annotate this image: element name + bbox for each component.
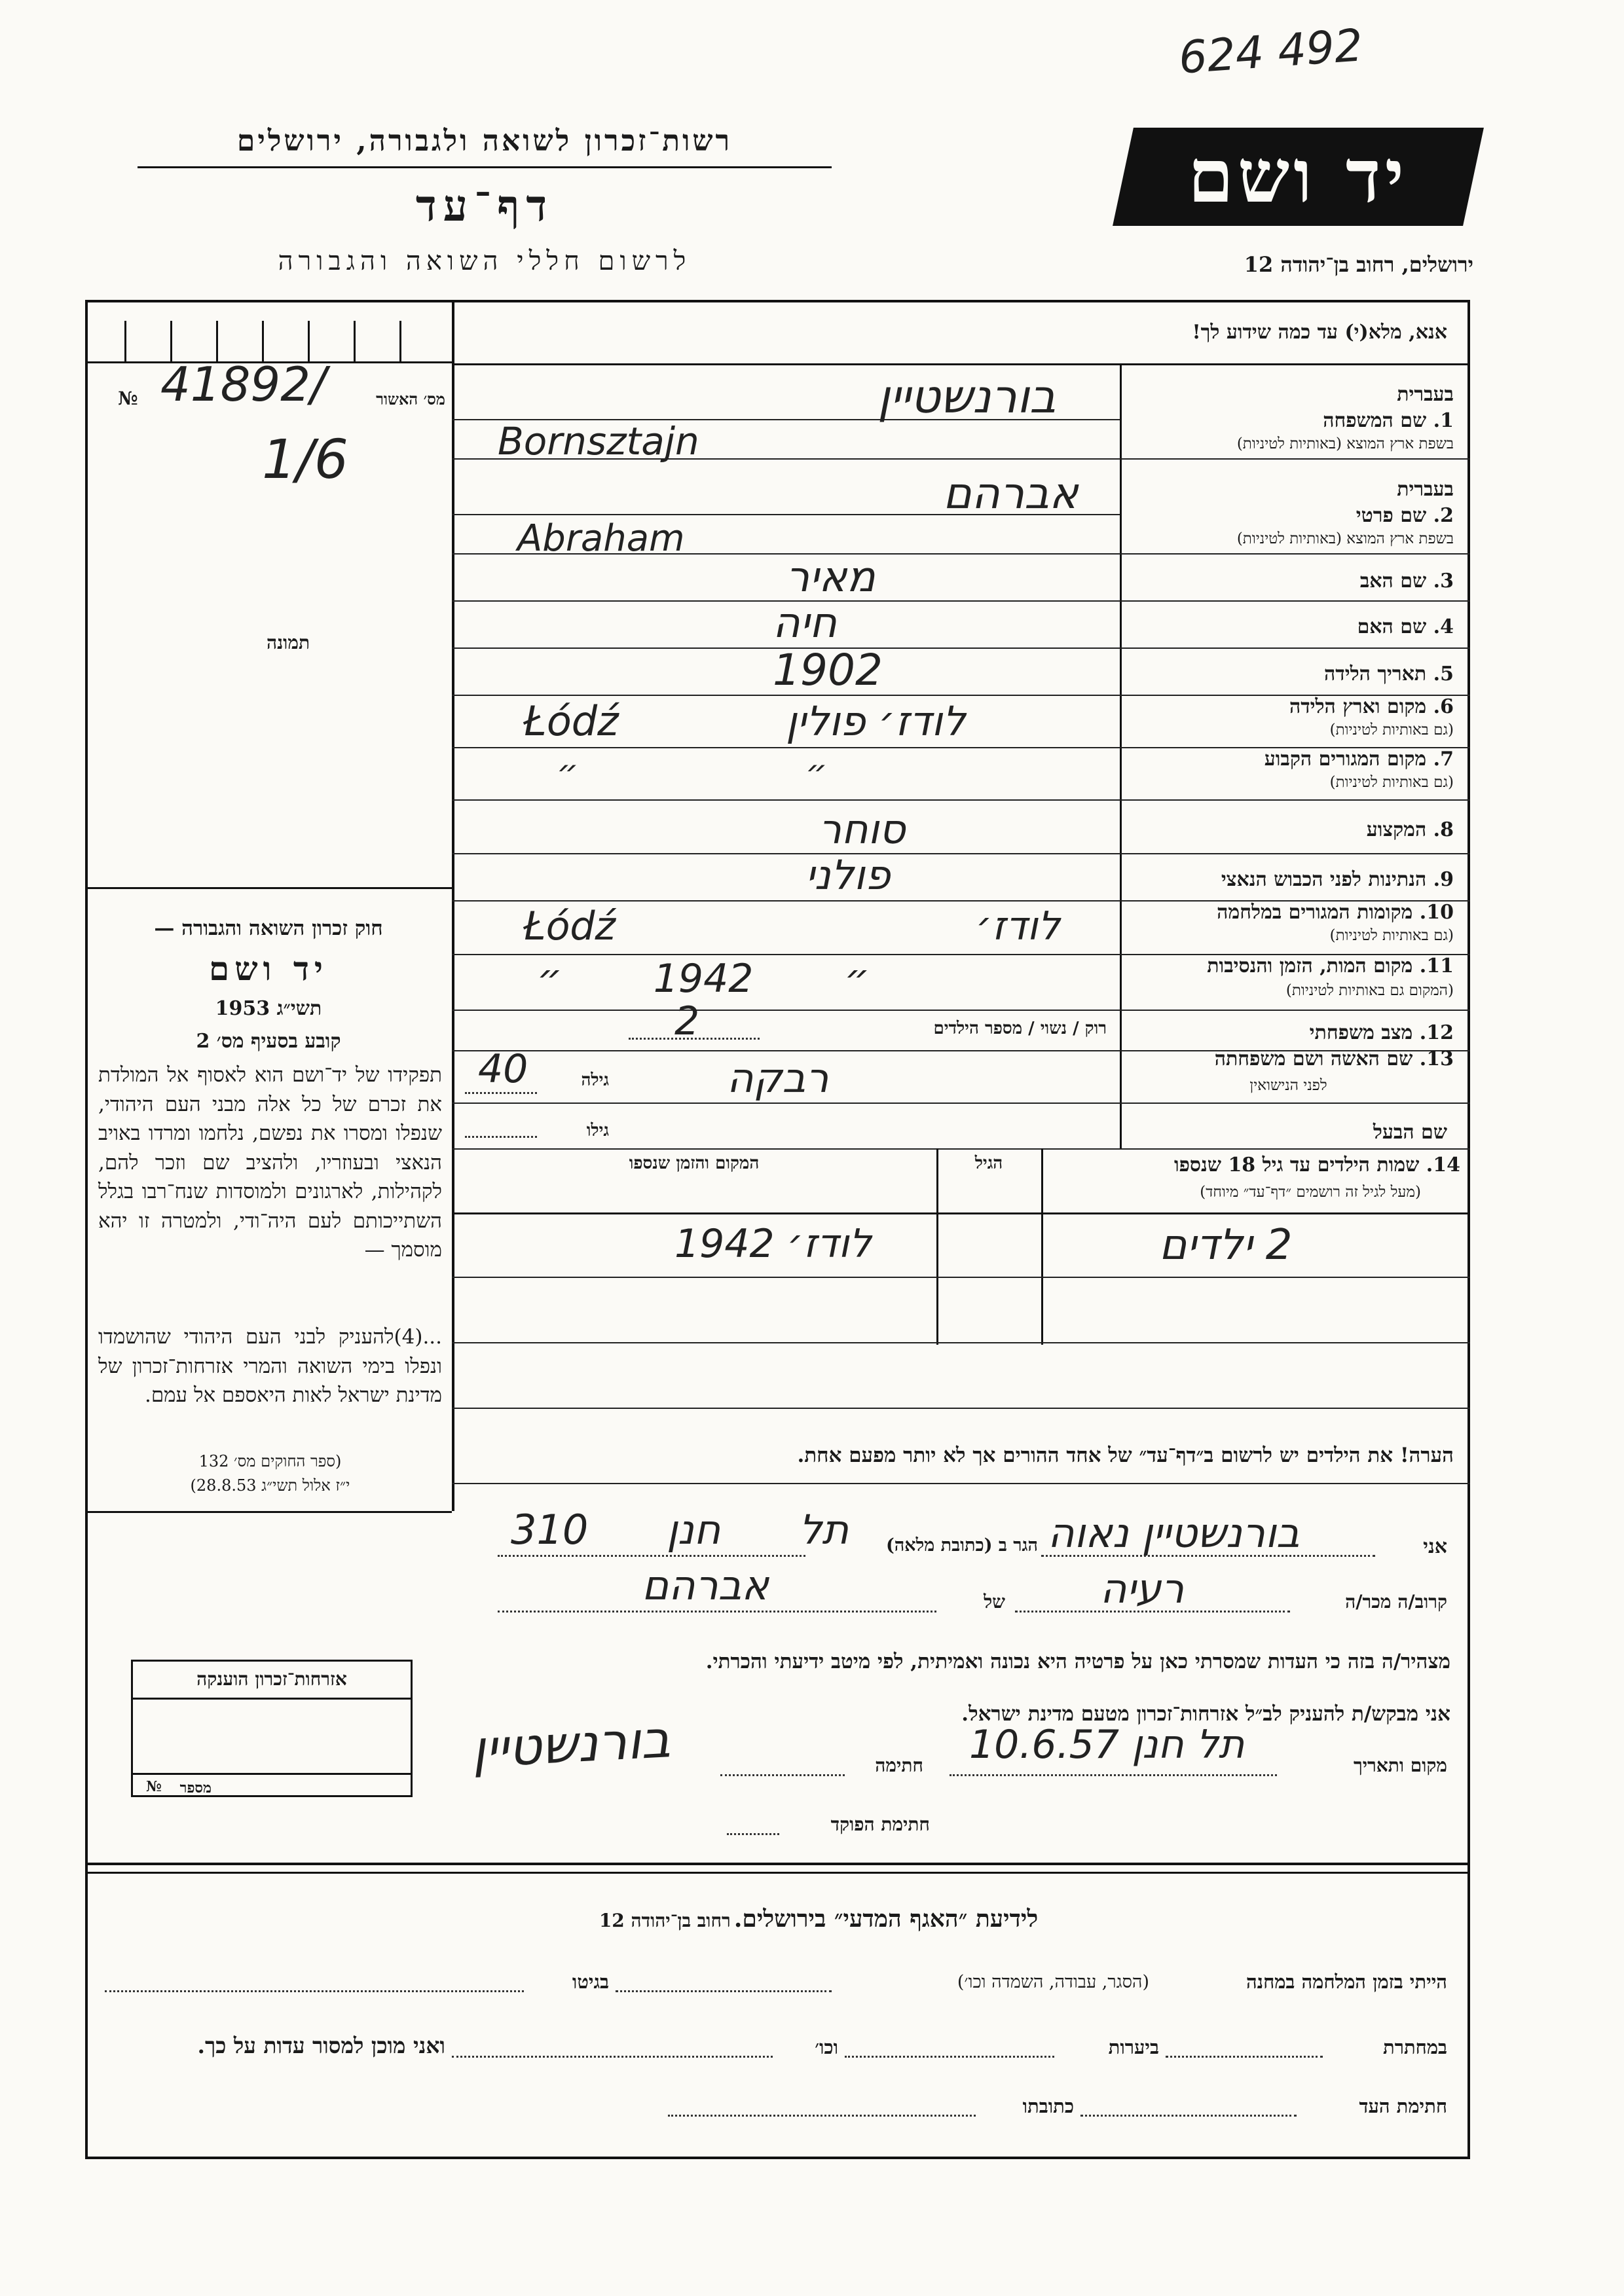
field-2-value-hebrew: אברהם — [943, 468, 1079, 519]
photo-label: תמונה — [266, 632, 310, 653]
approval-value: 41892/ — [160, 357, 327, 412]
declaration-address-label: הגר ב (כתובת מלאה) — [885, 1535, 1038, 1556]
logo-text: יד ושם — [1188, 134, 1409, 219]
footer-line3-dots-1 — [1080, 2115, 1297, 2117]
approval-value-2: 1/6 — [262, 429, 348, 491]
law-reference-1: (ספר החוקים מס׳ 132 — [198, 1452, 342, 1470]
footer-line2-dots-2 — [845, 2056, 1054, 2058]
field-1-sub: בשפת ארץ המוצא (באותיות לטיניות) — [1236, 435, 1454, 452]
field-7-label: 7. מקום המגורים הקבוע — [1264, 748, 1454, 771]
field-12-value: 2 — [674, 998, 700, 1044]
declaration-relative-label: קרוב/ה מכר/ה — [1345, 1591, 1447, 1613]
field-12-label: 12. מצב משפחתי — [1309, 1021, 1454, 1044]
place-date-dots — [950, 1774, 1277, 1776]
field-11-sub: (המקום גם באותיות לטיניות) — [1285, 982, 1454, 999]
children-row-rule-1 — [452, 1277, 1470, 1278]
official-signature-label: חתימת הפוקד — [830, 1813, 930, 1835]
number-label: מספר — [179, 1779, 212, 1796]
law-text: תפקידו של יד־ושם הוא לאסוף אל המולדת את זכרם של כל אלה מבני העם היהודי, שנפלו ומסרו את נפשם, נלחמו ומרדו באויב הנאצי ובעוזריו, ולהציב שם וזכר להם, לקהילות, לארגונים ולמוסדות שנח־רבו בגלל השתייכותם לעם היה־ודי, ולמטרה זו יהא מוסמך — — [98, 1063, 442, 1262]
official-signature-dots — [727, 1833, 779, 1835]
handwritten-file-number: 624 492 — [1177, 20, 1365, 84]
footer-line3-a: חתימת העד — [1359, 2095, 1447, 2117]
field-11-label: 11. מקום המות, הזמן והנסיבות — [1207, 955, 1454, 977]
footer-heading — [458, 1905, 1179, 1933]
field-2-label: 2. שם פרטי — [1356, 504, 1454, 527]
field-2-tag: בעברית — [1397, 478, 1454, 501]
footer-title: לידיעת ״האגף המדעי״ בירושלים. — [733, 1905, 1039, 1933]
request-text: אני מבקש/ת להעניק לב״ל אזרחות־זכרון מטעם מדינת ישראל. — [961, 1702, 1450, 1726]
footer-line1-a: הייתי בזמן המלחמה במחנה — [1246, 1971, 1447, 1993]
form-title: דף־עד — [415, 180, 554, 231]
field-13-value: רבקה — [727, 1054, 829, 1102]
field-12-options: רוק / נשוי / מספר הילדים — [933, 1019, 1107, 1038]
children-row-name: 2 ילדים — [1159, 1221, 1293, 1269]
declaration-i-label: אני — [1423, 1535, 1447, 1558]
signature-value: בורנשטיין — [470, 1710, 672, 1779]
authority-title: רשות־זכרון לשואה ולגבורה, ירושלים — [236, 124, 733, 158]
field-4-value: חיה — [773, 599, 837, 647]
footer-line2-c: וכו׳ — [815, 2036, 838, 2058]
footer-line1-b: (הסגר, עבודה, השמדה וכו׳) — [957, 1972, 1149, 1992]
children-row-place: לודז׳ 1942 — [674, 1221, 872, 1267]
footer-line1-dots-2 — [105, 1990, 524, 1992]
footer-line3-dots-2 — [668, 2115, 976, 2117]
field-8-value: סוחר — [819, 805, 906, 853]
field-2-value-latin: Abraham — [517, 517, 685, 560]
field-5-value: 1902 — [773, 645, 883, 695]
note-text: הערה! את הילדים יש לרשום ב״דף־עד״ של אחד ההורים אך לא יותר מפעם אחת. — [797, 1444, 1454, 1467]
place-date-label: מקום ותאריך — [1353, 1755, 1447, 1776]
field-8-label: 8. המקצוע — [1366, 818, 1454, 841]
law-title: חוק זכרון השואה והגבורה — — [154, 917, 383, 940]
law-section: קובע בסעיף מס׳ 2 — [196, 1030, 341, 1053]
signature-label: חתימה — [875, 1755, 923, 1776]
field-6-label: 6. מקום וארץ הלידה — [1289, 695, 1454, 718]
note-top-rule — [452, 1408, 1470, 1409]
approval-label: מס׳ האשור — [376, 390, 445, 409]
law-reference-2: י״ז אלול תשי״ג 28.8.53) — [190, 1476, 350, 1495]
field-6-sub: (גם באותיות לטיניות) — [1329, 721, 1454, 738]
signature-dots — [720, 1774, 845, 1776]
footer-line2-dots-3 — [452, 2056, 773, 2058]
field-1-value-latin: Bornsztajn — [498, 419, 699, 464]
declaration-address-value: תל חנן 310 — [511, 1506, 849, 1554]
number-symbol: № — [146, 1778, 162, 1795]
footer-line2-b: ביערות — [1108, 2036, 1159, 2058]
field-9-value: פולני — [805, 851, 891, 899]
field-7-sub: (גם באותיות לטיניות) — [1329, 774, 1454, 791]
approval-no-symbol: № — [118, 388, 138, 409]
husband-age-dots — [465, 1136, 537, 1138]
field-1-tag: בעברית — [1397, 383, 1454, 406]
field-4-label: 4. שם האם — [1357, 615, 1454, 638]
citizenship-box — [131, 1660, 413, 1797]
children-age-header: הגיל — [974, 1154, 1003, 1173]
law-years: תשי״ג 1953 — [215, 997, 322, 1020]
sidebar-bottom-rule — [85, 1511, 452, 1513]
children-place-header: המקום והזמן שנספו — [629, 1154, 760, 1173]
field-13-label: 13. שם האשה ושם משפחתה — [1214, 1048, 1454, 1070]
declaration-address-dots — [498, 1555, 805, 1557]
footer-line1-c: בגיטו — [572, 1971, 609, 1993]
field-5-label: 5. תאריך הלידה — [1324, 663, 1454, 685]
field-13-age-dots — [465, 1092, 537, 1094]
husband-label: שם הבעל — [1373, 1121, 1447, 1144]
declaration-of-dots — [498, 1611, 936, 1613]
law-text-2: ...(4)להעניק לבני העם היהודי שהושמדו ונפלו בימי השואה והמרי אזרחות־זכרון של מדינת ישראל לאות היאספם אל עמם. — [98, 1325, 442, 1407]
declaration-i-value: בורנשטיין נאוה — [1048, 1509, 1300, 1557]
field-6-value-latin: Łódź — [524, 697, 619, 745]
note-bottom-rule — [452, 1483, 1470, 1484]
field-3-value: מאיר — [786, 553, 876, 602]
field-10-value-latin: Łódź — [524, 903, 616, 949]
field-10-sub: (גם באותיות לטיניות) — [1329, 927, 1454, 944]
field-13-sub: לפני הנישואין — [1249, 1077, 1327, 1094]
place-date-value: תל חנן 10.6.57 — [969, 1722, 1245, 1768]
field-7-value: ״ ״ — [557, 753, 828, 792]
field-12-dots — [629, 1038, 760, 1040]
field-11-value: ״ 1942 ״ — [537, 956, 870, 1002]
yad-vashem-logo — [1113, 128, 1484, 226]
children-col-divider-1 — [1041, 1148, 1043, 1345]
footer-line2-a: במחתרת — [1383, 2036, 1447, 2058]
children-col-divider-2 — [936, 1148, 938, 1345]
children-row-rule-2 — [452, 1342, 1470, 1343]
declaration-of-label: של — [984, 1591, 1005, 1613]
field-10-value: לודז׳ — [976, 903, 1060, 949]
declaration-relative-value: רעיה — [1100, 1565, 1185, 1613]
husband-age-label: גילו — [586, 1121, 609, 1140]
field-13-age-label: גילה — [581, 1070, 609, 1090]
field-10-label: 10. מקומות המגורים במלחמה — [1217, 901, 1454, 924]
form-subtitle: לרשום חללי השואה והגבורה — [278, 246, 692, 276]
law-name: יד ושם — [209, 949, 328, 988]
footer-double-rule — [85, 1863, 1470, 1874]
field-6-value: לודז׳ פולין — [786, 697, 966, 745]
field-13-age-value: 40 — [478, 1046, 528, 1092]
field-1-label: 1. שם המשפחה — [1323, 409, 1454, 432]
footer-line2-d: ואני מוכן למסור עדות על כך. — [197, 2033, 445, 2058]
children-label: 14. שמות הילדים עד גיל 18 שנספו — [1173, 1154, 1460, 1176]
field-3-label: 3. שם האב — [1359, 570, 1454, 592]
footer-line3-b: כתובתו — [1022, 2095, 1074, 2117]
field-9-label: 9. הנתינות לפני הכבוש הנאצי — [1221, 868, 1454, 891]
citizenship-box-title: אזרחות־זכרון הוענקה — [196, 1668, 347, 1690]
footer-line1-dots-1 — [616, 1990, 832, 1992]
field-2-sub: בשפת ארץ המוצא (באותיות לטיניות) — [1236, 530, 1454, 547]
footer-line2-dots-1 — [1166, 2056, 1323, 2058]
declaration-of-value: אברהם — [642, 1561, 769, 1609]
children-sub: (מעל לגיל זה רושמים ״דף־עד״ מיוחד) — [1200, 1184, 1421, 1201]
header-rule — [138, 166, 832, 168]
declaration-text: מצהיר/ה בזה כי העדות שמסרתי כאן על פרטיה היא נכונה ואמיתית, לפי מיטב ידיעתי והכרתי. — [705, 1650, 1450, 1673]
footer-address: רחוב בן־יהודה 12 — [599, 1910, 731, 1931]
law-section-rule — [85, 887, 452, 889]
field-1-value-hebrew: בורנשטיין — [877, 370, 1056, 424]
header-address: ירושלים, רחוב בן־יהודה 12 — [1244, 252, 1473, 277]
instruction-text: אנא, מלא(י) עד כמה שידוע לך! — [1192, 321, 1447, 344]
